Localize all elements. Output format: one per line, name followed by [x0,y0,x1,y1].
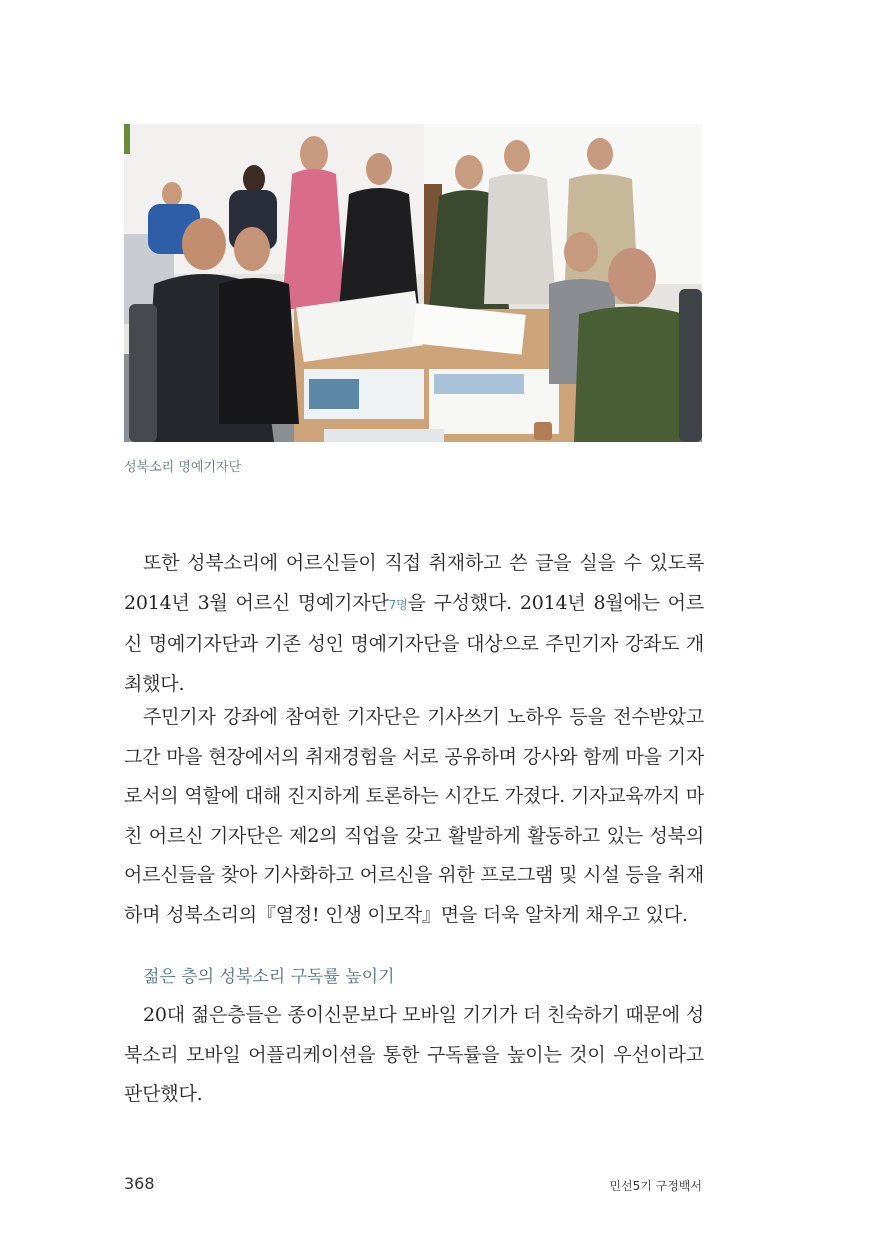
photo-caption: 성북소리 명예기자단 [124,460,242,475]
footnote-note: 7명 [388,597,408,612]
paragraph-1-text-a: 또한 성북소리에 어르신들이 직접 취재하고 쓴 글을 실을 수 있도록 2014년 3월 어르신 명예기자단 [124,552,704,614]
paragraph-2-text: 주민기자 강좌에 참여한 기자단은 기사쓰기 노하우 등을 전수받았고 그간 마을 현장에서의 취재경험을 서로 공유하며 강사와 함께 마을 기자로서의 역할에 대해 진지하게 토론하는 시간도 가졌다. 기자교육까지 마친 어르신 기자단은 제2의 직업을 갖고 활발하게 활동하고 있는 성북의 어르신들을 찾아 기사화하고 어르신을 위한 프로그램 및 시설 등을 취재하며 성북소리의『열정! 인생 이모작』면을 더욱 알차게 채우고 있다. [124,706,704,926]
page-number: 368 [124,1174,155,1193]
paragraph-3 [124,996,704,1115]
book-title: 민선5기 구정백서 [609,1179,702,1193]
paragraph-1-text-b: 을 구성했다. 2014년 8월에는 어르신 명예기자단과 기존 성인 명예기자단을 대상으로 주민기자 강좌도 개최했다. [124,591,704,695]
paragraph-2 [124,698,704,935]
paragraph-3-text: 20대 젊은층들은 종이신문보다 모바일 기기가 더 친숙하기 때문에 성북소리 모바일 어플리케이션을 통한 구독률을 높이는 것이 우선이라고 판단했다. [124,1004,704,1105]
paragraph-1 [124,544,704,704]
group-photo [124,124,702,442]
section-title: 젊은 층의 성북소리 구독률 높이기 [143,967,395,987]
